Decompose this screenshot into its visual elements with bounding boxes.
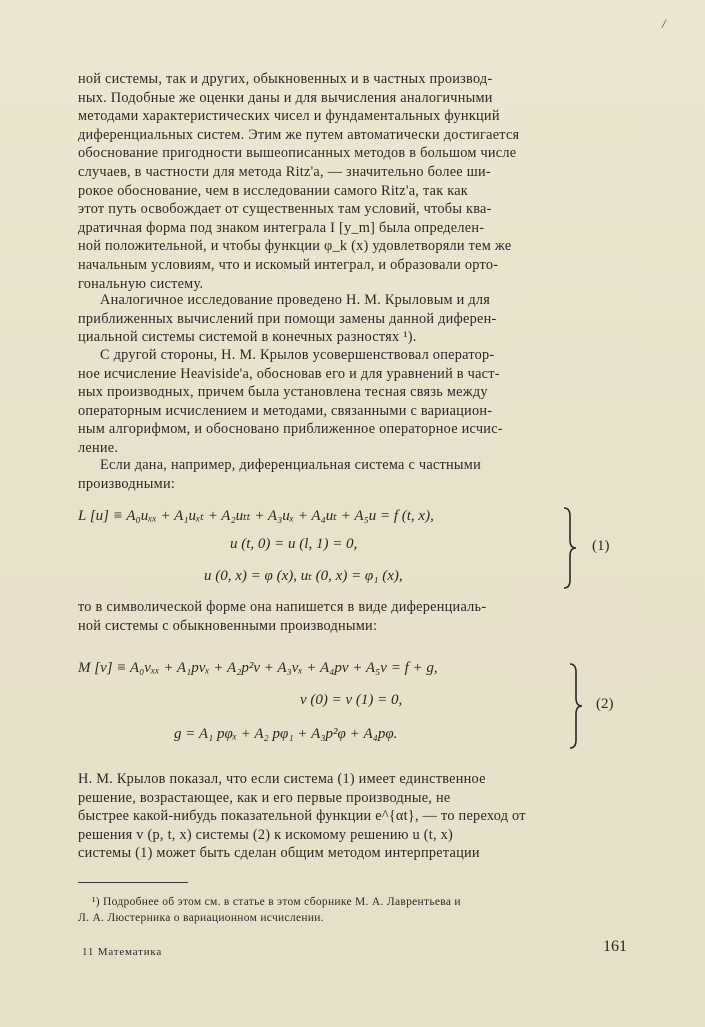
- footnote: [78, 894, 640, 926]
- page-number: 161: [603, 938, 627, 955]
- text-line: быстрее какой-нибудь показательной функции e^{αt}, — то переход от: [78, 808, 526, 825]
- text-line: приближенных вычислений при помощи замены данной диферен-: [78, 310, 497, 327]
- text-line: ной системы, так и других, обыкновенных и в частных производ-: [78, 71, 493, 87]
- equation-line: M [v] ≡ A₀vₓₓ + A₁pvₓ + A₂p²v + A₃vₓ + A₄pv + A₅v = f + g,: [78, 660, 438, 676]
- equation-number: (1): [592, 538, 610, 554]
- text-line: ление.: [78, 439, 119, 456]
- paragraph-5: [78, 598, 640, 635]
- text-line: решение, возрастающее, как и его первые производные, не: [78, 789, 451, 806]
- signature-mark: 11 Математика: [82, 946, 163, 958]
- equation-system-2: [78, 660, 640, 752]
- text-line: диференциальных систем. Этим же путем автоматически достигается: [78, 126, 520, 143]
- text-line: ных. Подобные же оценки даны и для вычисления аналогичными: [78, 89, 493, 106]
- text-line: ной системы с обыкновенными производными:: [78, 617, 378, 634]
- text-line: Если дана, например, диференциальная система с частными: [100, 457, 481, 473]
- text-line: то в символической форме она напишется в виде диференциаль-: [78, 599, 487, 615]
- equation-number: (2): [596, 696, 614, 712]
- text-line: этот путь освобождает от существенных там условий, чтобы ква-: [78, 201, 492, 218]
- right-brace-icon: [566, 662, 586, 750]
- equation-line: v (0) = v (1) = 0,: [300, 692, 403, 708]
- text-line: Аналогичное исследование проведено Н. М. Крыловым и для: [100, 292, 491, 308]
- footnote-line: Л. А. Люстерника о вариационном исчислении.: [78, 912, 324, 924]
- text-line: ных производных, причем была установлена тесная связь между: [78, 384, 488, 401]
- text-line: системы (1) может быть сделан общим методом интерпретации: [78, 845, 480, 862]
- text-line: ное исчисление Heaviside'a, обосновав его и для уравнений в част-: [78, 365, 500, 382]
- footnote-divider: [78, 882, 188, 883]
- text-line: циальной системы системой в конечных разностях ¹).: [78, 329, 417, 346]
- text-line: производными:: [78, 475, 176, 492]
- text-line: ной положительной, и чтобы функции φ_k (x) удовлетворяли тем же: [78, 238, 512, 255]
- paragraph-1: [78, 70, 640, 293]
- text-line: рокое обоснование, чем в исследовании самого Ritz'a, так как: [78, 182, 469, 199]
- text-line: случаев, в частности для метода Ritz'a, — значительно более ши-: [78, 163, 491, 180]
- text-line: гональную систему.: [78, 275, 204, 292]
- equation-line: L [u] ≡ A₀uₓₓ + A₁uₓₜ + A₂uₜₜ + A₃uₓ + A₄uₜ + A₅u = f (t, x),: [78, 508, 434, 524]
- text-line: методами характеристических чисел и фундаментальных функций: [78, 108, 500, 125]
- equation-system-1: [78, 506, 640, 590]
- paragraph-3: [78, 346, 640, 458]
- right-brace-icon: [560, 506, 580, 590]
- equation-line: g = A₁ pφₓ + A₂ pφ₁ + A₃p²φ + A₄pφ.: [174, 726, 398, 742]
- text-line: ным алгорифмом, и обосновано приближенное операторное исчис-: [78, 421, 503, 438]
- corner-mark: /: [662, 16, 666, 31]
- text-line: Н. М. Крылов показал, что если система (1) имеет единственное: [78, 771, 486, 787]
- text-line: операторным исчислением и методами, связанными с вариацион-: [78, 402, 493, 419]
- paragraph-6: [78, 770, 640, 863]
- text-line: решения v (p, t, x) системы (2) к искомому решению u (t, x): [78, 826, 454, 843]
- text-line: С другой стороны, Н. М. Крылов усовершенствовал оператор-: [100, 347, 495, 363]
- text-line: начальным условиям, что и искомый интеграл, и образовали орто-: [78, 256, 499, 273]
- footnote-line: ¹) Подробнее об этом см. в статье в этом сборнике М. А. Лаврентьева и: [92, 896, 461, 908]
- equation-line: u (0, x) = φ (x), uₜ (0, x) = φ₁ (x),: [204, 568, 403, 584]
- equation-line: u (t, 0) = u (l, 1) = 0,: [230, 536, 358, 552]
- paragraph-2: [78, 291, 640, 347]
- paragraph-4: [78, 456, 640, 493]
- text-line: дратичная форма под знаком интеграла I [y_m] была определен-: [78, 219, 485, 236]
- text-line: обоснование пригодности вышеописанных методов в большом числе: [78, 145, 517, 162]
